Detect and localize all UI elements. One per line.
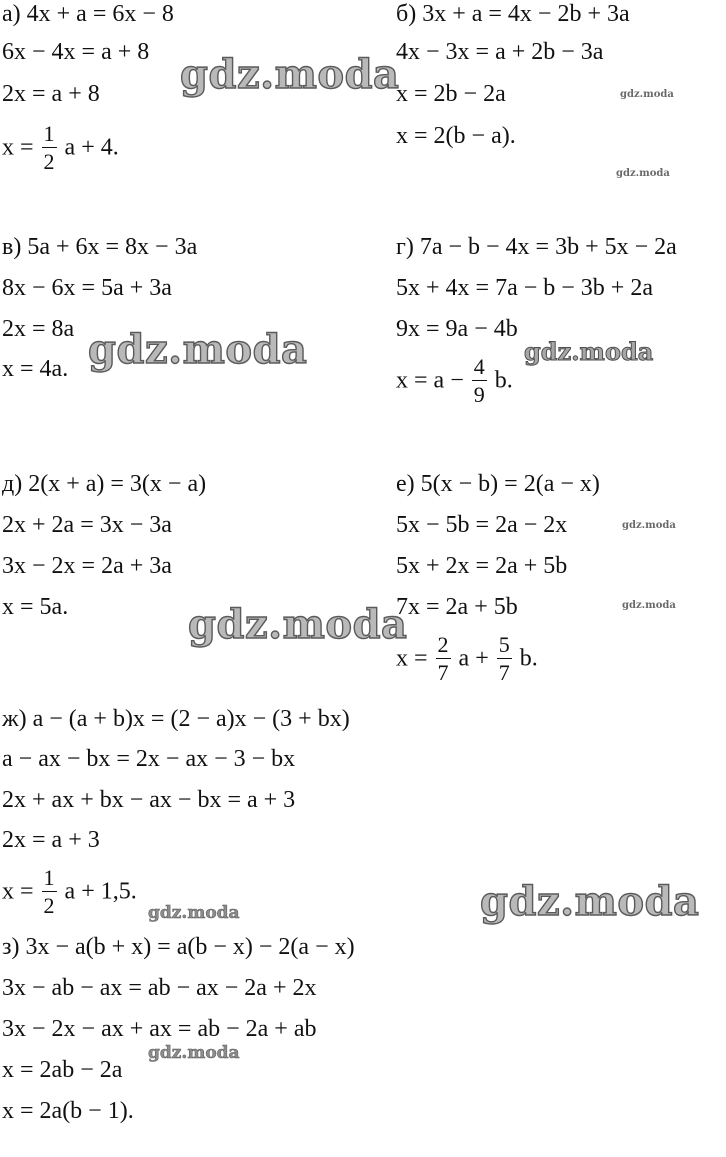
part-z-line-2: 3x − ab − ax = ab − ax − 2a + 2x (2, 975, 317, 1001)
part-e-fraction-1 (436, 633, 451, 684)
part-zh-line-5-right: a + 1,5. (64, 878, 137, 905)
part-b-line-2: 4x − 3x = a + 2b − 3a (396, 39, 604, 65)
part-zh-line-3: 2x + ax + bx − ax − bx = a + 3 (2, 787, 296, 813)
part-a-line-3: 2x = a + 8 (2, 81, 100, 107)
watermark-medium: gdz.moda (148, 1043, 240, 1063)
fraction-numerator: 1 (42, 866, 57, 892)
part-e-fraction-2 (497, 633, 512, 684)
watermark-logo: gdz.moda (88, 326, 308, 373)
fraction-denominator: 7 (498, 660, 510, 686)
part-g-line-3: 9x = 9a − 4b (396, 316, 518, 342)
part-v-line-2: 8x − 6x = 5a + 3a (2, 275, 172, 301)
part-d-line-1: д) 2(x + a) = 3(x − a) (2, 471, 207, 497)
part-z-line-3: 3x − 2x − ax + ax = ab − 2a + ab (2, 1016, 317, 1042)
watermark-small: gdz.moda (622, 600, 676, 611)
fraction-denominator: 9 (473, 382, 485, 408)
part-v-line-3: 2x = 8a (2, 316, 75, 342)
part-zh-line-5 (2, 866, 137, 917)
part-v-line-4: x = 4a. (2, 356, 69, 382)
fraction-denominator: 7 (437, 660, 449, 686)
part-g-fraction (472, 355, 487, 406)
part-e-line-2: 5x − 5b = 2a − 2x (396, 512, 568, 538)
watermark-medium: gdz.moda (148, 903, 240, 923)
fraction-denominator: 2 (43, 893, 55, 919)
part-e-line-5-right: b. (519, 645, 538, 672)
part-d-line-4: x = 5a. (2, 594, 69, 620)
part-e-line-1: е) 5(x − b) = 2(a − x) (396, 471, 600, 497)
watermark-logo: gdz.moda (480, 878, 700, 925)
part-zh-line-2: a − ax − bx = 2x − ax − 3 − bx (2, 746, 296, 772)
part-zh-fraction (42, 866, 57, 917)
part-v-line-1: в) 5a + 6x = 8x − 3a (2, 234, 198, 260)
part-zh-line-4: 2x = a + 3 (2, 827, 100, 853)
part-e-line-3: 5x + 2x = 2a + 5b (396, 553, 568, 579)
watermark-small: gdz.moda (616, 168, 670, 179)
part-a-line-4-right: a + 4. (64, 134, 119, 161)
part-e-line-5-left: x = (396, 645, 428, 672)
part-g-line-4-left: x = a − (396, 367, 464, 394)
part-g-line-4 (396, 355, 513, 406)
part-e-line-4: 7x = 2a + 5b (396, 594, 518, 620)
part-a-fraction (42, 122, 57, 173)
fraction-numerator: 5 (497, 633, 512, 659)
part-a-line-1: а) 4x + a = 6x − 8 (2, 1, 174, 27)
fraction-numerator: 1 (42, 122, 57, 148)
fraction-numerator: 4 (472, 355, 487, 381)
part-g-line-2: 5x + 4x = 7a − b − 3b + 2a (396, 275, 653, 301)
part-e-line-5-mid: a + (458, 645, 489, 672)
part-z-line-4: x = 2ab − 2a (2, 1057, 123, 1083)
watermark-logo: gdz.moda (188, 601, 408, 648)
fraction-denominator: 2 (43, 149, 55, 175)
part-z-line-1: з) 3x − a(b + x) = a(b − x) − 2(a − x) (2, 934, 355, 960)
part-d-line-3: 3x − 2x = 2a + 3a (2, 553, 172, 579)
part-g-line-4-right: b. (494, 367, 513, 394)
part-e-line-5 (396, 633, 538, 684)
part-g-line-1: г) 7a − b − 4x = 3b + 5x − 2a (396, 234, 677, 260)
part-a-line-2: 6x − 4x = a + 8 (2, 39, 150, 65)
part-zh-line-1: ж) a − (a + b)x = (2 − a)x − (3 + bx) (2, 706, 350, 732)
watermark-small: gdz.moda (622, 520, 676, 531)
part-zh-line-5-left: x = (2, 878, 34, 905)
part-d-line-2: 2x + 2a = 3x − 3a (2, 512, 172, 538)
watermark-medium: gdz.moda (524, 337, 654, 366)
part-a-line-4 (2, 122, 119, 173)
part-b-line-4: x = 2(b − a). (396, 123, 516, 149)
part-b-line-3: x = 2b − 2a (396, 81, 506, 107)
part-a-line-4-left: x = (2, 134, 34, 161)
part-b-line-1: б) 3x + a = 4x − 2b + 3a (396, 1, 630, 27)
watermark-small: gdz.moda (620, 89, 674, 100)
watermark-logo: gdz.moda (180, 51, 400, 98)
fraction-numerator: 2 (436, 633, 451, 659)
part-z-line-5: x = 2a(b − 1). (2, 1098, 134, 1124)
